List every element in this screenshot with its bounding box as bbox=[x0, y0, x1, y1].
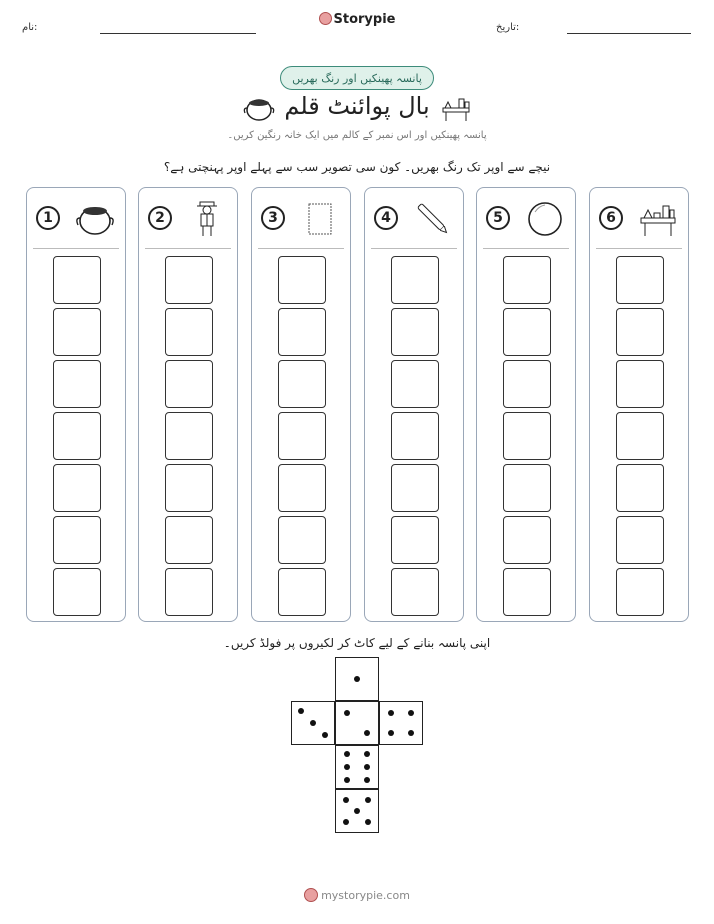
die-pip bbox=[364, 730, 370, 736]
die-pip bbox=[364, 764, 370, 770]
die-pip bbox=[344, 710, 350, 716]
die-pip bbox=[388, 710, 394, 716]
die-pip bbox=[344, 777, 350, 783]
subtitle: پانسہ پھینکیں اور اس نمبر کے کالم میں ایک خانہ رنگین کریں۔ bbox=[227, 130, 487, 141]
paper-icon bbox=[300, 200, 340, 238]
pen-icon bbox=[413, 200, 453, 238]
die-pip bbox=[343, 797, 349, 803]
color-box[interactable] bbox=[165, 568, 213, 616]
die-pip bbox=[298, 708, 304, 714]
die-pip bbox=[322, 732, 328, 738]
die-pip bbox=[364, 751, 370, 757]
color-box[interactable] bbox=[165, 516, 213, 564]
die-pip bbox=[365, 819, 371, 825]
footer bbox=[0, 888, 714, 902]
color-box[interactable] bbox=[503, 308, 551, 356]
column-number: 3 bbox=[261, 206, 285, 230]
color-box[interactable] bbox=[616, 568, 664, 616]
color-box[interactable] bbox=[503, 256, 551, 304]
die-pip bbox=[344, 751, 350, 757]
color-box[interactable] bbox=[391, 308, 439, 356]
color-box[interactable] bbox=[53, 464, 101, 512]
color-box[interactable] bbox=[53, 256, 101, 304]
pot-icon bbox=[75, 200, 115, 238]
color-box[interactable] bbox=[278, 412, 326, 460]
die-pip bbox=[408, 730, 414, 736]
color-box[interactable] bbox=[616, 360, 664, 408]
name-label: نام: bbox=[22, 22, 38, 33]
color-box[interactable] bbox=[616, 412, 664, 460]
topic-pill: پانسہ پھینکیں اور رنگ بھریں bbox=[280, 66, 434, 90]
color-box[interactable] bbox=[278, 360, 326, 408]
man-icon bbox=[187, 200, 227, 238]
question: نیچے سے اوپر تک رنگ بھریں۔ کون سی تصویر سب سے پہلے اوپر پہنچتی ہے؟ bbox=[163, 160, 551, 174]
die-face-3 bbox=[291, 701, 335, 745]
column-number: 2 bbox=[148, 206, 172, 230]
color-box[interactable] bbox=[616, 464, 664, 512]
column-divider bbox=[371, 248, 457, 249]
page-title bbox=[0, 92, 714, 120]
die-pip bbox=[354, 676, 360, 682]
circle-icon bbox=[525, 200, 565, 238]
column-divider bbox=[483, 248, 569, 249]
column-5 bbox=[476, 187, 576, 622]
die-face-2 bbox=[335, 701, 379, 745]
bear-icon bbox=[319, 12, 332, 25]
column-number: 5 bbox=[486, 206, 510, 230]
column-6 bbox=[589, 187, 689, 622]
color-box[interactable] bbox=[278, 464, 326, 512]
die-pip bbox=[388, 730, 394, 736]
die-face-1 bbox=[335, 657, 379, 701]
column-4 bbox=[364, 187, 464, 622]
die-pip bbox=[344, 764, 350, 770]
color-box[interactable] bbox=[53, 308, 101, 356]
date-line bbox=[567, 33, 691, 34]
column-divider bbox=[596, 248, 682, 249]
color-box[interactable] bbox=[391, 464, 439, 512]
color-box[interactable] bbox=[165, 464, 213, 512]
color-box[interactable] bbox=[503, 568, 551, 616]
die-pip bbox=[354, 808, 360, 814]
color-box[interactable] bbox=[53, 516, 101, 564]
color-box[interactable] bbox=[503, 516, 551, 564]
color-box[interactable] bbox=[53, 412, 101, 460]
die-pip bbox=[365, 797, 371, 803]
color-box[interactable] bbox=[503, 412, 551, 460]
name-line bbox=[100, 33, 256, 34]
color-box[interactable] bbox=[165, 308, 213, 356]
color-box[interactable] bbox=[391, 516, 439, 564]
color-box[interactable] bbox=[53, 568, 101, 616]
color-box[interactable] bbox=[165, 256, 213, 304]
color-box[interactable] bbox=[503, 464, 551, 512]
column-divider bbox=[33, 248, 119, 249]
die-face-5 bbox=[335, 789, 379, 833]
color-box[interactable] bbox=[53, 360, 101, 408]
column-number: 4 bbox=[374, 206, 398, 230]
die-face-6 bbox=[335, 745, 379, 789]
desk-icon bbox=[638, 200, 678, 238]
color-box[interactable] bbox=[616, 256, 664, 304]
die-pip bbox=[408, 710, 414, 716]
column-1 bbox=[26, 187, 126, 622]
color-box[interactable] bbox=[503, 360, 551, 408]
brand-text: Storypie bbox=[333, 12, 396, 27]
color-box[interactable] bbox=[391, 256, 439, 304]
color-box[interactable] bbox=[278, 568, 326, 616]
die-face-4 bbox=[379, 701, 423, 745]
die-pip bbox=[364, 777, 370, 783]
color-box[interactable] bbox=[278, 256, 326, 304]
color-box[interactable] bbox=[391, 412, 439, 460]
column-number: 1 bbox=[36, 206, 60, 230]
desk-title-icon bbox=[440, 94, 472, 122]
date-label: تاریخ: bbox=[496, 22, 520, 33]
column-3 bbox=[251, 187, 351, 622]
color-box[interactable] bbox=[391, 568, 439, 616]
column-number: 6 bbox=[599, 206, 623, 230]
pot-title-icon bbox=[243, 94, 275, 122]
column-2 bbox=[138, 187, 238, 622]
die-pip bbox=[343, 819, 349, 825]
brand-logo bbox=[0, 12, 714, 27]
footer-text: mystorypie.com bbox=[321, 889, 410, 902]
bear-icon bbox=[304, 888, 318, 902]
color-box[interactable] bbox=[278, 308, 326, 356]
color-box[interactable] bbox=[278, 516, 326, 564]
color-box[interactable] bbox=[391, 360, 439, 408]
column-divider bbox=[145, 248, 231, 249]
cut-fold-instruction: اپنی پانسہ بنانے کے لیے کاٹ کر لکیروں پر فولڈ کریں۔ bbox=[223, 636, 491, 650]
column-divider bbox=[258, 248, 344, 249]
die-pip bbox=[310, 720, 316, 726]
color-box[interactable] bbox=[165, 412, 213, 460]
color-box[interactable] bbox=[616, 516, 664, 564]
color-box[interactable] bbox=[616, 308, 664, 356]
color-box[interactable] bbox=[165, 360, 213, 408]
page-title-text: بال پوائنٹ قلم bbox=[284, 92, 430, 120]
